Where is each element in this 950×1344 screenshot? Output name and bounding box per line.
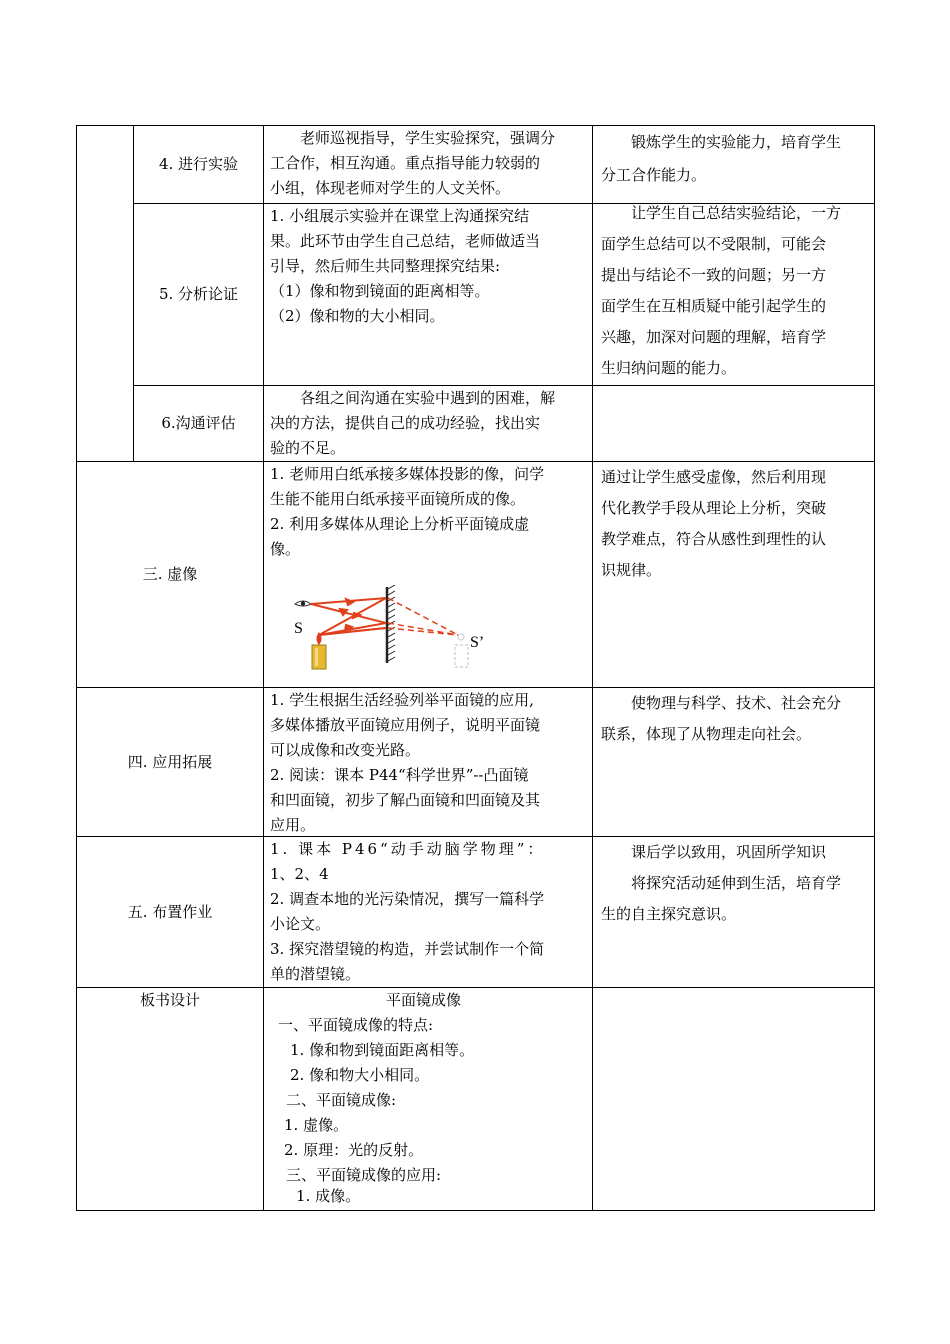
intent-line: 生的自主探究意识。 xyxy=(601,905,737,923)
activity-line: 和凹面镜，初步了解凸面镜和凹面镜及其 xyxy=(270,791,541,809)
eye-icon xyxy=(295,601,311,606)
activity-line: 小论文。 xyxy=(270,915,331,933)
intent-line: 面学生总结可以不受限制，可能会 xyxy=(601,235,827,253)
activity-line: 小组，体现老师对学生的人文关怀。 xyxy=(270,179,511,197)
intent-line: 生归纳问题的能力。 xyxy=(601,359,737,377)
intent-line: 锻炼学生的实验能力，培育学生 xyxy=(631,133,842,151)
board-title-cell xyxy=(77,988,263,1013)
board-line: 1. 像和物到镜面距离相等。 xyxy=(290,1041,475,1059)
intent-line: 代化教学手段从理论上分析，突破 xyxy=(601,499,827,517)
activity-line: 1. 课本 P46“动手动脑学物理”： xyxy=(270,840,546,858)
activity-cell xyxy=(270,688,588,838)
board-line: 2. 原理：光的反射。 xyxy=(284,1141,424,1159)
intent-line: 联系，体现了从物理走向社会。 xyxy=(601,725,812,743)
step-title-cell xyxy=(134,126,263,203)
activity-line: 1、2、4 xyxy=(270,865,329,883)
board-title: 板书设计 xyxy=(139,991,200,1009)
board-line: 三、平面镜成像的应用: xyxy=(286,1166,442,1184)
light-rays xyxy=(311,598,386,635)
activity-line: 可以成像和改变光路。 xyxy=(270,741,421,759)
plane-mirror-diagram xyxy=(285,585,500,675)
section-title-cell xyxy=(77,688,263,836)
board-line: 一、平面镜成像的特点: xyxy=(278,1016,434,1034)
intent-line: 提出与结论不一致的问题；另一方 xyxy=(601,266,827,284)
activity-line: 1. 小组展示实验并在课堂上沟通探究结 xyxy=(270,207,530,225)
activity-line: 老师巡视指导，学生实验探究，强调分 xyxy=(300,129,556,147)
step-title: 5. 分析论证 xyxy=(158,285,239,303)
intent-line: 课后学以致用，巩固所学知识 xyxy=(631,843,827,861)
section-title: 五. 布置作业 xyxy=(127,902,213,921)
intent-cell xyxy=(601,837,869,930)
board-content-cell xyxy=(264,988,592,1210)
activity-line: 生能不能用白纸承接平面镜所成的像。 xyxy=(270,490,526,508)
intent-line: 面学生在互相质疑中能引起学生的 xyxy=(601,297,827,315)
activity-line: 工合作，相互沟通。重点指导能力较弱的 xyxy=(270,154,541,172)
virtual-rays xyxy=(388,598,458,635)
step-title-cell xyxy=(134,386,263,461)
table-border-bottom xyxy=(76,1210,875,1211)
activity-cell xyxy=(270,837,588,987)
intent-line: 让学生自己总结实验结论，一方 xyxy=(631,204,842,222)
activity-line: 1. 学生根据生活经验列举平面镜的应用, xyxy=(270,691,534,709)
intent-line: 教学难点，符合从感性到理性的认 xyxy=(601,530,827,548)
intent-line: 将探究活动延伸到生活，培育学 xyxy=(631,874,842,892)
step-title-cell xyxy=(134,204,263,385)
activity-line: 验的不足。 xyxy=(270,439,346,457)
activity-line: （1）像和物到镜面的距离相等。 xyxy=(270,282,490,300)
activity-line: 果。此环节由学生自己总结，老师做适当 xyxy=(270,232,541,250)
board-line: 1. 成像。 xyxy=(296,1187,361,1205)
activity-line: 多媒体播放平面镜应用例子，说明平面镜 xyxy=(270,716,541,734)
intent-cell xyxy=(601,126,869,192)
section-title-cell xyxy=(77,837,263,987)
intent-line: 分工合作能力。 xyxy=(601,166,707,184)
activity-line: （2）像和物的大小相同。 xyxy=(270,307,445,325)
candle-icon xyxy=(312,632,326,669)
activity-cell xyxy=(270,462,588,562)
section-title: 三. 虚像 xyxy=(142,565,198,583)
table-border-right xyxy=(874,125,875,1211)
section-title: 四. 应用拓展 xyxy=(127,752,213,771)
step-title: 6.沟通评估 xyxy=(161,414,236,432)
activity-line: 3. 探究潜望镜的构造，并尝试制作一个简 xyxy=(270,940,545,958)
intent-line: 使物理与科学、技术、社会充分 xyxy=(631,694,842,712)
activity-line: 2. 调查本地的光污染情况，撰写一篇科学 xyxy=(270,890,545,908)
activity-line: 应用。 xyxy=(270,816,316,834)
board-line: 1. 虚像。 xyxy=(284,1116,349,1134)
source-label: S xyxy=(294,620,303,637)
step-title: 4. 进行实验 xyxy=(158,155,239,173)
image-label: S’ xyxy=(470,634,485,651)
activity-line: 各组之间沟通在实验中遇到的困难，解 xyxy=(300,389,556,407)
activity-cell xyxy=(270,204,588,329)
intent-cell xyxy=(601,688,869,750)
intent-line: 兴趣，加深对问题的理解，培育学 xyxy=(601,328,827,346)
activity-line: 决的方法，提供自己的成功经验，找出实 xyxy=(270,414,541,432)
activity-line: 引导，然后师生共同整理探究结果: xyxy=(270,257,501,275)
intent-cell xyxy=(601,198,869,384)
activity-line: 2. 利用多媒体从理论上分析平面镜成虚 xyxy=(270,515,530,533)
activity-line: 2. 阅读：课本 P44“科学世界”--凸面镜 xyxy=(270,766,529,784)
activity-line: 像。 xyxy=(270,540,301,558)
column-divider xyxy=(592,125,593,1211)
activity-line: 1. 老师用白纸承接多媒体投影的像，问学 xyxy=(270,465,545,483)
board-heading: 平面镜成像 xyxy=(386,991,462,1009)
intent-cell xyxy=(601,462,869,586)
board-line: 2. 像和物大小相同。 xyxy=(290,1066,430,1084)
intent-line: 识规律。 xyxy=(601,561,662,579)
intent-line: 通过让学生感受虚像，然后利用现 xyxy=(601,468,827,486)
activity-line: 单的潜望镜。 xyxy=(270,965,361,983)
activity-cell xyxy=(270,386,588,461)
board-line: 二、平面镜成像: xyxy=(286,1091,397,1109)
virtual-candle-icon xyxy=(455,634,468,667)
section-title-cell xyxy=(77,462,263,687)
activity-cell xyxy=(270,126,588,201)
